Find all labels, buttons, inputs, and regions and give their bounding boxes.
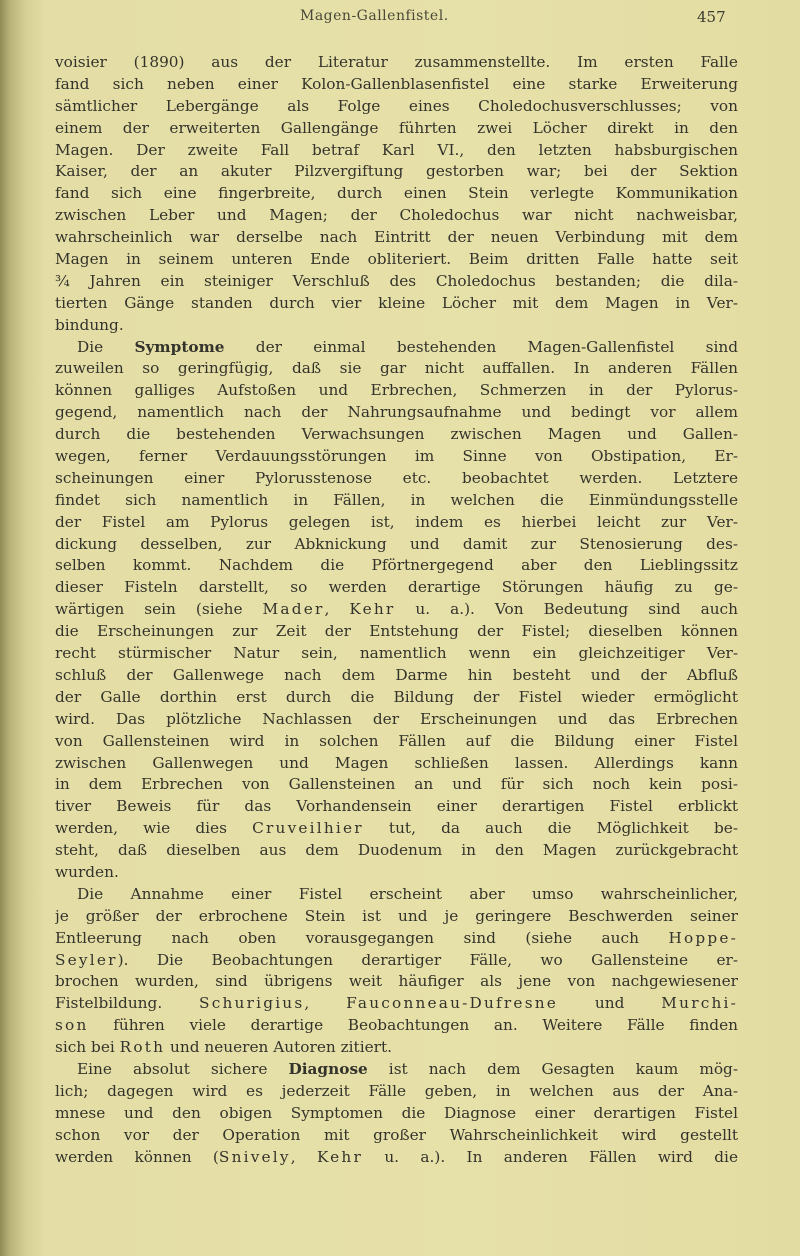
text-run: führen viele derartige Beobachtungen an. Weitere Fälle finden <box>88 1016 738 1035</box>
text-run: einem der erweiterten Gallengänge führten zwei Löcher direkt in den <box>55 118 738 137</box>
text-run: , <box>324 600 350 619</box>
text-line <box>55 140 738 162</box>
text-line <box>55 52 738 74</box>
text-line <box>55 1059 738 1081</box>
text-run: u. a.). Von Bedeutung sind auch <box>395 600 738 619</box>
text-line <box>55 380 738 402</box>
text-line <box>55 446 738 468</box>
text-run: gegend, namentlich nach der Nahrungsaufnahme und bedingt vor allem <box>55 403 738 422</box>
text-run: tierten Gänge standen durch vier kleine Löcher mit dem Magen in Ver- <box>55 293 738 312</box>
text-run: Fistelbildung. <box>55 994 200 1013</box>
text-run: sich bei <box>55 1038 120 1057</box>
spaced-author-name: Seyler <box>55 950 118 969</box>
spaced-author-name: Kehr <box>316 1147 363 1166</box>
text-run: tut, da auch die Möglichkeit be- <box>363 819 738 838</box>
text-run: ¾ Jahren ein steiniger Verschluß des Choledochus bestanden; die dila- <box>55 271 738 290</box>
text-run: zwischen Gallenwegen und Magen schließen lassen. Allerdings kann <box>55 753 738 772</box>
text-line <box>55 402 738 424</box>
text-run: ist nach dem Gesagten kaum mög- <box>367 1059 738 1078</box>
text-run: werden, wie dies <box>55 819 253 838</box>
text-line <box>55 643 738 665</box>
text-run: Die <box>77 337 135 356</box>
text-run: Entleerung nach oben vorausgegangen sind (siehe auch <box>55 928 669 947</box>
text-run: wahrscheinlich war derselbe nach Eintritt der neuen Verbindung mit dem <box>55 228 738 247</box>
text-line <box>55 906 738 928</box>
text-line <box>55 1103 738 1125</box>
page-header <box>0 8 800 30</box>
text-run: brochen wurden, sind übrigens weit häufiger als jene von nachgewiesener <box>55 972 738 991</box>
spaced-author-name: Kehr <box>349 600 396 619</box>
text-line <box>55 512 738 534</box>
text-line <box>55 753 738 775</box>
text-run: bindung. <box>55 315 124 334</box>
page-number: 457 <box>697 8 726 26</box>
text-run: in dem Erbrechen von Gallensteinen an und für sich noch kein posi- <box>55 775 738 794</box>
text-line <box>55 1015 738 1037</box>
text-run: mnese und den obigen Symptomen die Diagnose einer derartigen Fistel <box>55 1103 738 1122</box>
text-line <box>55 599 738 621</box>
text-line <box>55 271 738 293</box>
text-line <box>55 337 738 359</box>
spaced-author-name: son <box>55 1016 89 1035</box>
text-line <box>55 928 738 950</box>
text-line <box>55 621 738 643</box>
text-line <box>55 161 738 183</box>
text-run: u. a.). In anderen Fällen wird die <box>363 1147 738 1166</box>
text-run: von Gallensteinen wird in solchen Fällen auf die Bildung einer Fistel <box>55 731 738 750</box>
text-line <box>55 1147 738 1169</box>
text-run: der einmal bestehenden Magen-Gallenfistel sind <box>224 337 738 356</box>
text-run: Magen. Der zweite Fall betraf Karl VI., den letzten habsburgischen <box>55 140 738 159</box>
text-line <box>55 709 738 731</box>
text-run: lich; dagegen wird es jederzeit Fälle geben, in welchen aus der Ana- <box>55 1081 738 1100</box>
text-run: wegen, ferner Verdauungsstörungen im Sinne von Obstipation, Er- <box>55 447 738 466</box>
text-run: Eine absolut sichere <box>77 1059 289 1078</box>
text-line <box>55 293 738 315</box>
text-run: fand sich neben einer Kolon-Gallenblasenfistel eine starke Erweiterung <box>55 74 738 93</box>
text-line <box>55 205 738 227</box>
text-run: sämtlicher Lebergänge als Folge eines Choledochusverschlusses; von <box>55 96 738 115</box>
text-line <box>55 971 738 993</box>
text-line <box>55 774 738 796</box>
text-line <box>55 1125 738 1147</box>
text-run: wurden. <box>55 862 119 881</box>
text-line <box>55 74 738 96</box>
text-line <box>55 818 738 840</box>
text-line <box>55 687 738 709</box>
spaced-author-name: Snively <box>218 1147 291 1166</box>
text-run: selben kommt. Nachdem die Pförtnergegend aber den Lieblingssitz <box>55 556 738 575</box>
text-run: , <box>290 1147 317 1166</box>
text-run: werden können ( <box>55 1147 219 1166</box>
text-line <box>55 490 738 512</box>
text-run: schluß der Gallenwege nach dem Darme hin besteht und der Abfluß <box>55 665 738 684</box>
text-line <box>55 249 738 271</box>
text-run: tiver Beweis für das Vorhandensein einer derartigen Fistel erblickt <box>55 797 738 816</box>
body-text <box>55 52 738 1168</box>
running-title: Magen-Gallenfistel. <box>300 8 449 24</box>
text-run: wird. Das plötzliche Nachlassen der Erscheinungen und das Erbrechen <box>55 709 738 728</box>
text-line <box>55 96 738 118</box>
text-run: können galliges Aufstoßen und Erbrechen, Schmerzen in der Pylorus- <box>55 381 738 400</box>
spaced-author-name: Fauconneau-Dufresne <box>346 994 559 1013</box>
text-line <box>55 840 738 862</box>
text-line <box>55 534 738 556</box>
text-run: fand sich eine fingerbreite, durch einen Stein verlegte Kommunikation <box>55 184 738 203</box>
text-run: die Erscheinungen zur Zeit der Entstehung der Fistel; dieselben können <box>55 622 738 641</box>
text-run: der Fistel am Pylorus gelegen ist, indem es hierbei leicht zur Ver- <box>55 512 738 531</box>
spaced-author-name: Roth <box>119 1038 166 1057</box>
spaced-author-name: Hoppe- <box>668 928 738 947</box>
text-run: und neueren Autoren zitiert. <box>165 1038 392 1057</box>
text-line <box>55 468 738 490</box>
text-line <box>55 183 738 205</box>
text-line <box>55 731 738 753</box>
text-line <box>55 884 738 906</box>
spaced-author-name: Schurigius <box>199 994 305 1013</box>
text-run: findet sich namentlich in Fällen, in welchen die Einmündungsstelle <box>55 490 738 509</box>
text-run: dieser Fisteln darstellt, so werden derartige Störungen häufig zu ge- <box>55 578 738 597</box>
text-run: zuweilen so geringfügig, daß sie gar nicht auffallen. In anderen Fällen <box>55 359 738 378</box>
text-run: Kaiser, der an akuter Pilzvergiftung gestorben war; bei der Sektion <box>55 162 738 181</box>
text-run: Magen in seinem unteren Ende obliteriert. Beim dritten Falle hatte seit <box>55 250 738 269</box>
spaced-author-name: Murchi- <box>661 994 738 1013</box>
text-line <box>55 577 738 599</box>
text-run: dickung desselben, zur Abknickung und damit zur Stenosierung des- <box>55 534 738 553</box>
text-line <box>55 993 738 1015</box>
text-line <box>55 424 738 446</box>
text-run: wärtigen sein (siehe <box>55 600 263 619</box>
text-line <box>55 315 738 337</box>
text-line <box>55 227 738 249</box>
text-run: zwischen Leber und Magen; der Choledochus war nicht nachweisbar, <box>55 206 738 225</box>
bold-term: Diagnose <box>288 1059 368 1078</box>
text-line <box>55 950 738 972</box>
text-line <box>55 358 738 380</box>
text-line <box>55 862 738 884</box>
text-run: , <box>304 994 347 1013</box>
text-run: schon vor der Operation mit großer Wahrscheinlichkeit wird gestellt <box>55 1125 738 1144</box>
spaced-author-name: Mader <box>262 600 325 619</box>
text-run: recht stürmischer Natur sein, namentlich wenn ein gleichzeitiger Ver- <box>55 644 738 663</box>
spaced-author-name: Cruveilhier <box>252 819 364 838</box>
text-line <box>55 118 738 140</box>
text-run: durch die bestehenden Verwachsungen zwischen Magen und Gallen- <box>55 425 738 444</box>
text-run: ). Die Beobachtungen derartiger Fälle, wo Gallensteine er- <box>117 950 738 969</box>
text-run: scheinungen einer Pylorusstenose etc. beobachtet werden. Letztere <box>55 468 738 487</box>
text-line <box>55 796 738 818</box>
text-run: steht, daß dieselben aus dem Duodenum in den Magen zurückgebracht <box>55 841 738 860</box>
text-line <box>55 665 738 687</box>
text-line <box>55 555 738 577</box>
text-run: je größer der erbrochene Stein ist und je geringere Beschwerden seiner <box>55 906 738 925</box>
bold-term: Symptome <box>134 337 225 356</box>
text-run: und <box>558 994 662 1013</box>
text-run: der Galle dorthin erst durch die Bildung der Fistel wieder ermöglicht <box>55 687 738 706</box>
text-line <box>55 1037 738 1059</box>
text-run: Die Annahme einer Fistel erscheint aber umso wahrscheinlicher, <box>77 884 738 903</box>
text-line <box>55 1081 738 1103</box>
text-run: voisier (1890) aus der Literatur zusammenstellte. Im ersten Falle <box>55 53 738 71</box>
